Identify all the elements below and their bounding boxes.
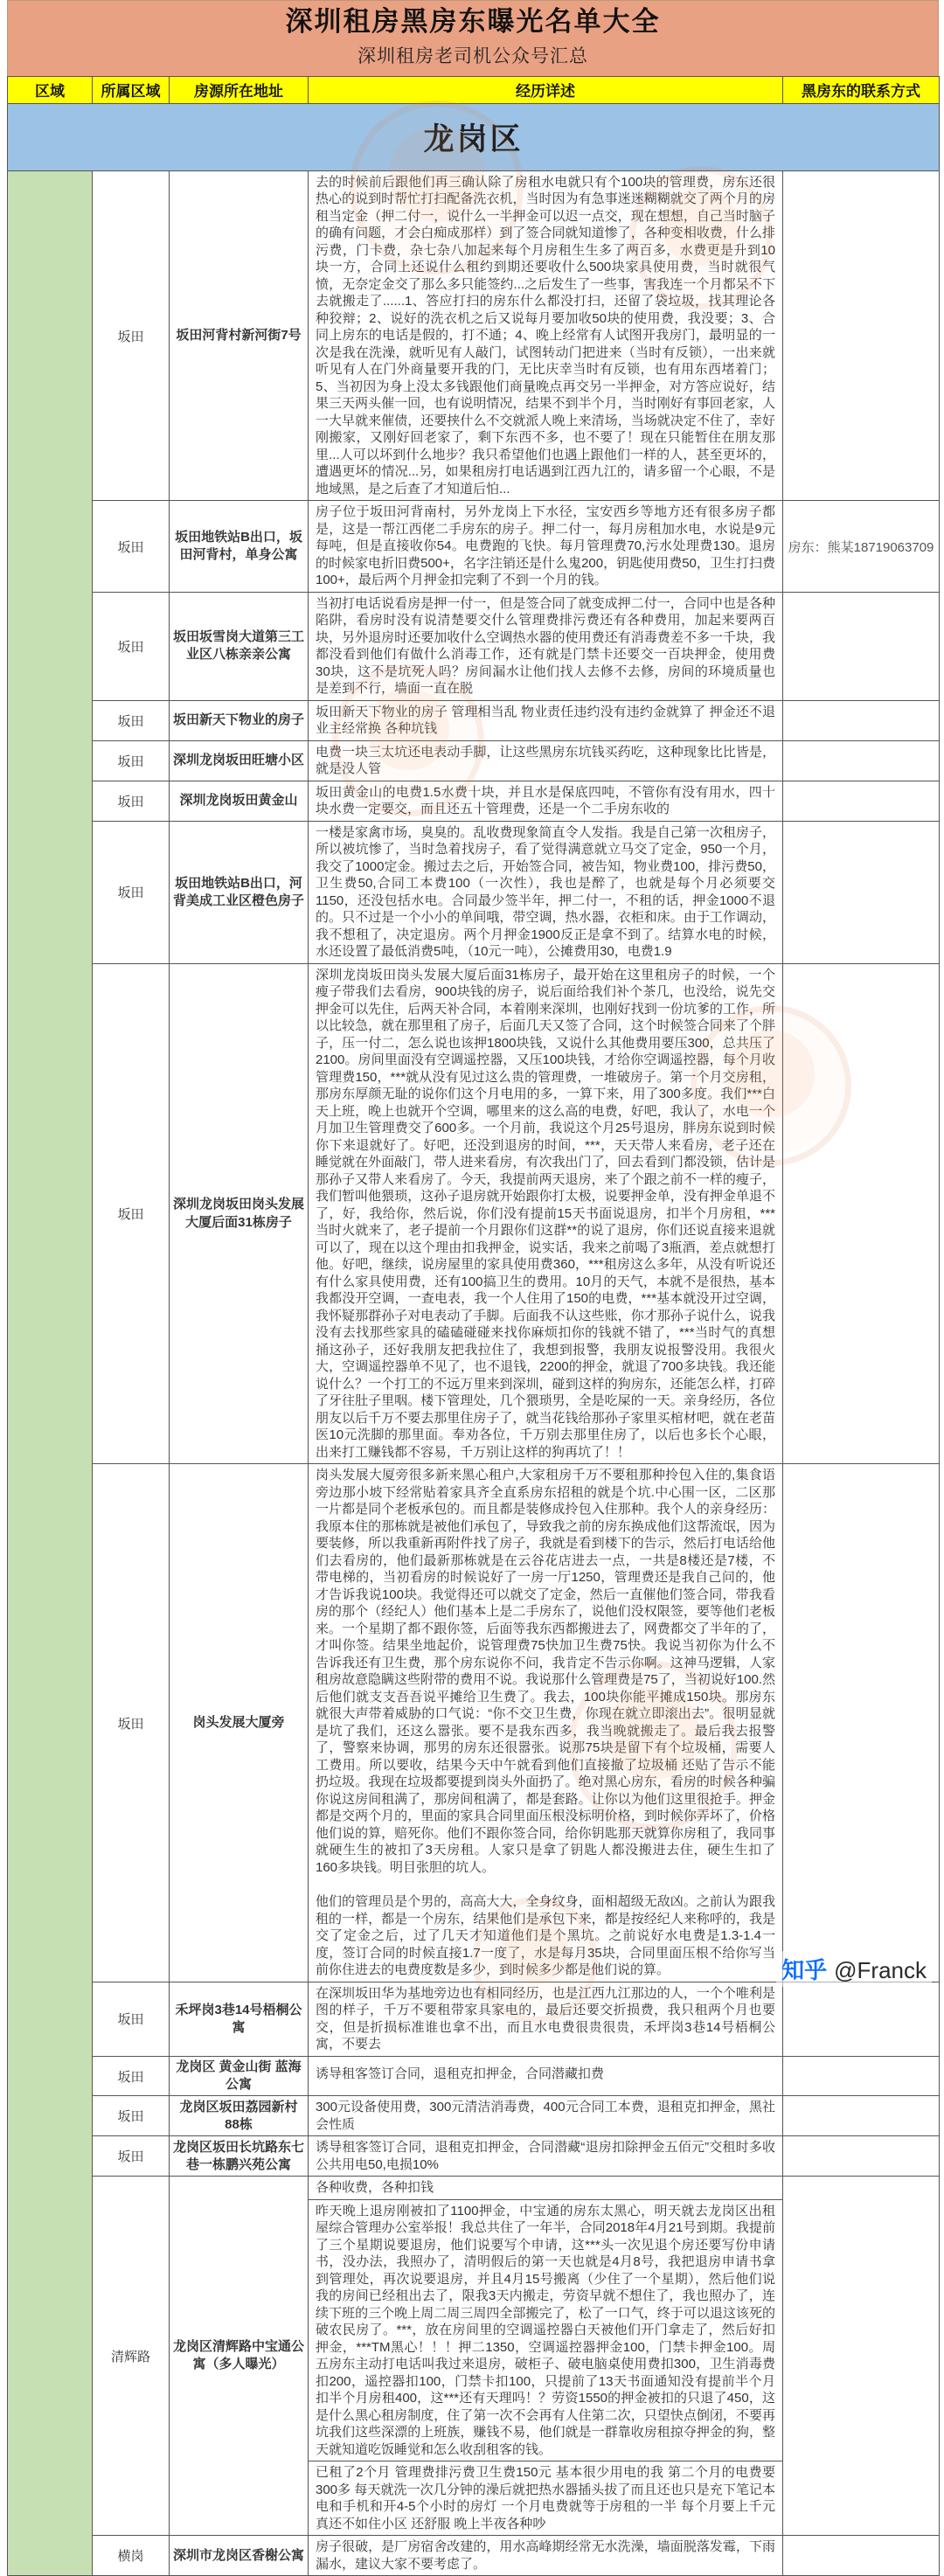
cell-address: 坂田坂雪岗大道第三工业区八栋亲亲公寓 [170,592,309,700]
cell-contact [783,2177,940,2536]
region-column-cell [8,170,93,2576]
table-row [8,2177,940,2536]
col-header-subregion: 所属区域 [93,76,170,103]
experience-paragraph: 已租了2个月 管理费排污费卫生费150元 基本很少用电的我 第二个月的电费要300多 每天就洗一次几分钟的澡后就把热水器插头拔了而且还也只是充下笔记本电和手机和开4-5个小时的房灯 一个月电费就等于房租的一半 每个月要上千元 真还不如住小区 还舒服 晚上半夜各种吵 [316,2465,775,2531]
cell-address: 深圳龙岗坂田岗头发展大厦后面31栋房子 [170,963,309,1464]
experience-paragraph: 去的时候前后跟他们再三确认除了房租水电就只有个100块的管理费，房东还很热心的说到时帮忙打扫配备洗衣机，当时因为有急事迷迷糊糊就交了两个月的房租当定金（押二付一，说什么一半押金可以迟一点交，现在想想，自己当时脑子的确有问题，才会白痴成那样）到了签合同就知道惨了，各种变相收费，什么排污费，门卡费，杂七杂八加起来每个月房租生生多了两百多，水费更是升到10块一方，合同上还说什么租约到期还要收什么500块家具使用费，当时就很气愤，无奈定金交了那么多只能签约...之后发生了一些事，害我连一个月都呆不下去就搬走了......1、答应打扫的房东什么都没打扫，还留了袋垃圾，找其理论各种狡辩；2、说好的洗衣机之后又说每月要加收50块的使用费，我没要；3、合同上房东的电话是假的，打不通；4、晚上经常有人试图开我房门，最明显的一次是我在洗澡，就听见有人敲门，试图转动门把进来（当时有反锁），一出来就听见有人在门外商量要开我的门，无比庆幸当时有反锁，也有用东西堵着门；5、当初因为身上没太多钱跟他们商量晚点再交另一半押金，对方答应说好，结果三天两头催一回，也有说明情况，结果不到半个月，当时刚好有事回老家，人一大早就来催债，还要挟什么不交就派人晚上来清场，当场就决定不住了，幸好刚搬家，又刚好回老家了，剩下东西不多，也不要了！现在只能暂住在朋友那里...人可以坏到什么地步？我只希望他们也遇上跟他们一样的人，甚至更坏的，遭遇更坏的情况...另，如果租房打电话遇到江西九江的，请多留一个心眼，不是地域黑，是之后查了才知道后怕... [316,174,775,496]
experience-block [309,2096,782,2135]
table-row [8,700,940,740]
cell-subregion: 坂田 [93,740,170,781]
experience-paragraph: 诱导租客签订合同，退租克扣押金，合同潜藏“退房扣除押金五佰元”交租时多收公共用电50,电损10% [316,2140,775,2172]
col-header-experience: 经历详述 [309,76,783,103]
table-row [8,2096,940,2136]
experience-block [309,2063,782,2089]
cell-address: 深圳龙岗坂田黄金山 [170,781,309,821]
cell-address: 坂田新天下物业的房子 [170,700,309,740]
cell-subregion: 坂田 [93,821,170,963]
experience-paragraph: 房子很破，是厂房宿舍改建的，用水高峰期经常无水洗澡，墙面脱落发霉，下雨漏水，建议大家不要考虑了。 [316,2539,775,2572]
cell-experience [309,2536,783,2576]
table-row [8,1464,940,1982]
table-row [8,2136,940,2177]
cell-experience [309,1464,783,1982]
cell-experience [309,2136,783,2177]
section-row [8,103,940,170]
cell-contact [783,963,940,1464]
experience-block [309,501,782,592]
district-section-label: 龙岗区 [8,103,940,170]
experience-block [309,1982,782,2056]
cell-subregion: 坂田 [93,1982,170,2056]
cell-experience [309,781,783,821]
experience-paragraph: 岗头发展大厦旁很多新来黑心租户,大家租房千万不要租那种拎包入住的,集食语旁边那小坡下经常贴着家具齐全直系房东招租的就是个坑.中心围一区，二区那一片都是同个老板承包的。而且都是装修成拎包入住那种。我个人的亲身经历：我原本住的那栋就是被他们承包了，导致我之前的房东换成他们这帮流氓，因为要装修，所以我重新再附件找了房子，我就是看到楼下的告示，然后打电话给他们去看房的，他们最新那栋就是在云谷花店进去一点，一共是8楼还是7楼，不带电梯的，当初看房的时候说好了一房一厅1250，管理费还是我自己问的，他才告诉我说100块。我觉得还可以就交了定金，然后一直催他们签合同，带我看房的那个（经纪人）他们基本上是二手房东了，说他们没权限签，要等他们老板来。一个星期了都不跟你签，后面等我东西都搬进去了，网费都交了半年的了，才叫你签。结果坐地起价，说管理费75快加卫生费75快。我说当初你为什么不告诉我还有卫生费，那个房东说你不问，我肯定不告示你啊。这神马逻辑，人家租房故意隐瞒这些附带的费用不说。我说那什么管理费是75了，当初说好100.然后他们就支支吾吾说平摊给卫生费了。我去，100块你能平摊成150块。那房东就很大声带着威胁的口气说：“你不交卫生费，你现在就立即滚出去”。很明显就是坑了我们，还这么嚣张。要不是我东西多，我当晚就搬走了。最后我去报警了，警察来协调，那男的房东还很嚣张。说那75块是留下有个垃圾桶，需要人工费用。所以要收，结果今天中午就看到他们直接撤了垃圾桶 还贴了告示不能扔垃圾。我现在垃圾都要提到岗头外面扔了。绝对黑心房东，看房的时候各种骗你说这房间租满了，那房间租满了，都是套路。让你以为他们这里很抢手。押金都是交两个月的，里面的家具合同里面压根没标明价格，到时候你弄坏了，价格他们说的算，赔死你。他们不跟你签合同，给你钥匙那天就算你房租了，我同事就硬生生的被扣了3天房租。人家只是拿了钥匙人都没搬进去住，硬生生扣了160多块钱。明目张胆的坑人。 [316,1468,775,1875]
experience-block [309,2199,782,2461]
cell-contact [783,1464,940,1982]
experience-paragraph: 电费一块三太坑还电表动手脚，让这些黑房东坑钱买药吃，这种现象比比皆是，就是没人管 [316,744,775,777]
page-subtitle: 深圳租房老司机公众号汇总 [357,45,588,66]
experience-paragraph: 当初打电话说看房是押一付一，但是签合同了就变成押二付一，合同中也是各种陷阱，看房时没有说清楚要交什么管理费排污费还有各种费用，加起来要两百块，另外退房时还要加收什么空调热水器的使用费还有消毒费差不多一千块，我都没看到他们有做什么消毒工作，还有就是门禁卡还要交一百块押金，使用费30块，这不是坑死人吗？房间漏水让他们找人去修不去修，房间的环境质量也是差到不行，墙面一直在脱 [316,595,775,697]
cell-experience [309,740,783,781]
cell-experience [309,963,783,1464]
cell-experience [309,501,783,593]
spreadsheet [7,0,939,2576]
page-title: 深圳租房黑房东曝光名单大全 [285,6,661,37]
experience-paragraph: 深圳龙岗坂田岗头发展大厦后面31栋房子，最开始在这里租房子的时候，一个瘦子带我们去看房，900块钱的房子，说后面给我们补个茶几，也没给，说先交押金可以先住，后两天补合同，本着刚来深圳，也刚好找到一份坑爹的工作，所以比较急，就在那里租了房子，后面几天又签了合同，这个时候签合同来了个胖子，压一付二，怎么说也该押1800块钱，又说什么其他费用要压300，总共压了2100。房间里面没有空调遥控器，又压100块钱，才给你空调遥控器，每个月收管理费150，***就从没有见过这么贵的管理费，一堆破房子。第一个月交房租，那房东厚颜无耻的说你们这个月电用的多，一算下来，用了300多度。我们***白天上班，晚上也就开个空调，哪里来的这么高的电费，好吧，我认了，水电一个月加卫生管理费交了600多。一个月前，我说这个月25号退房，胖房东说到时候你下来退就好了。好吧，还没到退房的时间，***，天天带人来看房，老子还在睡觉就在外面敲门，带人进来看房，有次我出门了，回去看到门都没锁，估计是那孙子又带人来看房了。今天，我提前两天退房，来了个跟之前不一样的瘦子，我们暂叫他猥琐，这孙子退房就开始跟你打太极，说要押金单，没有押金单退不了，好，我给你，然后说，你们没有提前15天书面说退房，扣半个月房租，***当时火就来了，老子提前一个月跟你们这群**的说了退房，你们还说直接来退就可以了，现在以这个理由扣我押金，说实话，我来之前喝了3瓶酒，差点就想打他。好吧，继续，说房屋里的家具使用费360，***租房这么多年，从没有听说还有什么家具使用费，还有100搞卫生的费用。10月的天气，本就不是很热，基本我都没开空调，一查电表，我一个人住用了150的电费，***基本就没开过空调，我怀疑那群孙子对电表动了手脚。后面我不认这些账，你才那孙子说什么，说我没有去找那些家具的磕磕碰碰来找你麻烦扣你的钱就不错了，***当时气的真想捅这孙子，还好我朋友把我拉住了，我想到报警，我朋友说报警没用。我很火大，空调遥控器单不见了，也不退钱，2200的押金，就退了700多块钱。我还能说什么？一个打工的不远万里来到深圳，碰到这样的狗房东，还能怎么样，打碎了牙往肚子里咽。楼下管理处，几个猥琐男，全是吃屎的一天。亲身经历，各位朋友以后千万不要去那里住房子了，就当花钱给那孙子家里买棺材吧，就在老苗医10元洗脚的那里面。奉劝各位，千万别去那里住房了，以后也多长个心眼，出来打工赚钱都不容易，千万别让这样的狗再坑了！！ [316,967,775,1460]
column-header-row [8,76,940,103]
title-band [7,0,939,76]
table-row [8,821,940,963]
experience-block [309,741,782,781]
table-row [8,740,940,781]
cell-subregion: 坂田 [93,963,170,1464]
cell-subregion: 坂田 [93,781,170,821]
table-row [8,592,940,700]
cell-address: 深圳市龙岗区香榭公寓 [170,2536,309,2576]
experience-paragraph: 在深圳坂田华为基地旁边也有相同经历，也是江西九江那边的人，一个个唯利是图的样子，千万不要租带家具家电的，最后还要交折损费，我只租两个月也要交，但是折损标准谁也拿不出，而且水电费很贵很贵，禾坪岗3巷14号梧桐公寓，不要去 [316,1985,775,2052]
cell-contact [783,2096,940,2136]
cell-contact [783,2536,940,2576]
experience-block [309,822,782,963]
cell-contact [783,592,940,700]
cell-address: 龙岗区坂田荔园新村88栋 [170,2096,309,2136]
watermark-username: @Franck [834,1957,927,1983]
cell-contact [783,700,940,740]
experience-paragraph: 他们的管理员是个男的，高高大大，全身纹身，面相超级无敌凶。之前认为跟我租的一样，都是一个房东，结果他们是承包下来，都是按经纪人来称呼的，我是交了定金之后，过了几天才知道他们是个黑坑。之前说好水电费是1.3-1.4一度，签订合同的时候直接1.7一度了，水是每月35块，合同里面压根不给你写当前你住进去的电费度数是多少，到时候多少都是他们说的算。 [316,1894,775,1978]
experience-paragraph: 坂田黄金山的电费1.5水费十块，并且水是保底四吨，不管你有没有用水，四十块水费一定要交，而且还五十管理费，还是一个二手房东收的 [316,784,775,817]
cell-experience [309,2056,783,2096]
table-row [8,501,940,593]
cell-contact [783,2136,940,2177]
experience-block [309,2461,782,2535]
experience-block [309,593,782,700]
cell-contact [783,1982,940,2056]
experience-paragraph: 坂田新天下物业的房子 管理相当乱 物业责任违约没有违约金就算了 押金还不退 业主经常换 各种坑钱 [316,704,775,737]
experience-paragraph: 一楼是家禽市场，臭臭的。乱收费现象简直令人发指。我是自己第一次租房子，所以被坑惨了，当时急着找房子，看了觉得满意就立马交了定金，950一个月，我交了1000定金。搬过去之后，开始签合同，被告知，物业费100，排污费50，卫生费50,合同工本费100（一次性），我也是醉了，也就是每个月必须要交1150，还没包括水电。合同最少签半年，押二付一，不租的话，押金1000不退的。只不过是一个小小的单间哦，带空调，热水器，衣柜和床。由于工作调动，我不想租了，决定退房。两个月押金1900反正是拿不到了。结算水电的时候，水还设置了最低消费5吨，（10元一吨），公摊费用30，电费1.9 [316,824,775,960]
cell-experience [309,170,783,501]
cell-contact [783,740,940,781]
experience-block [309,781,782,821]
table-row [8,2056,940,2096]
cell-subregion: 坂田 [93,700,170,740]
experience-block [309,2136,782,2176]
cell-experience [309,592,783,700]
cell-subregion: 坂田 [93,170,170,501]
cell-contact: 房东：熊某18719063709 [783,501,940,593]
cell-subregion: 清辉路 [93,2177,170,2536]
blacklist-table [7,76,940,2576]
cell-address: 龙岗区坂田长坑路东七巷一栋鹏兴苑公寓 [170,2136,309,2177]
cell-address: 坂田地铁站B出口，坂田河背村，单身公寓 [170,501,309,593]
cell-experience [309,821,783,963]
experience-block [309,701,782,740]
experience-paragraph: 昨天晚上退房刚被扣了1100押金，中宝通的房东太黑心，明天就去龙岗区出租屋综合管理办公室举报！我总共住了一年半，合同2018年4月21号到期。我提前了三个星期说要退房，他们说要写个申请，这***头一次见退个房还要写份申请书，没办法，我照办了，清明假后的第一天也就是4月8号，我把退房申请书拿到管理处，再次说要退房，并且4月15号搬离（少住了一个星期），然后他们说我的房间已经租出去了，限我3天内搬走，劳资早就不想住了，我也照办了，连续下班的三个晚上周二周三周四全部搬完了，松了一口气，终于可以退这该死的破农民房了。***，放在房间里的空调遥控器白天被他们开门拿走了，然后好扣押金，***TM黑心！！！押二1350，空调遥控器押金100，门禁卡押金100。周五房东主动打电话叫我过来退房，破柜子、破电脑桌使用费扣300，卫生消毒费扣200，遥控器扣100，门禁卡扣100，只提前了13天书面通知没有提前半个月扣半个月房租400，这***还有天理吗！？劳资1550的押金被扣的只退了450，这是什么黑心租房制度，住了第一次不会再有人住第二次，只望快点倒闭，不要再坑我们这些深漂的上班族，赚钱不易，他们就是一群靠收房租掠夺押金的狗，整天就知道吃饭睡觉和怎么收刮租客的钱。 [316,2203,775,2457]
cell-contact [783,2056,940,2096]
experience-paragraph: 各种收费，各种扣钱 [316,2180,434,2196]
cell-contact [783,821,940,963]
cell-contact [783,170,940,501]
experience-block [309,1464,782,1982]
experience-paragraph: 房子位于坂田河背南村，另外龙岗上下水径，宝安西乡等地方还有很多房子都是，这是一帮江西佬二手房东的房子。押二付一，每月房租加水电，水说是9元每吨，但是直接收你54。电费跑的飞快。每月管理费70,污水处理费130。退房的时候家电折旧费500+，名字注销还是什么鬼200，钥匙使用费50，卫生打扫费100+，最后两个月押金扣完剩了不到一个月的钱。 [316,504,775,588]
col-header-contact: 黑房东的联系方式 [783,76,940,103]
cell-subregion: 坂田 [93,592,170,700]
cell-subregion: 坂田 [93,2096,170,2136]
cell-subregion: 坂田 [93,501,170,593]
experience-block [309,964,782,1464]
cell-subregion: 坂田 [93,2056,170,2096]
cell-subregion: 横岗 [93,2536,170,2576]
cell-experience [309,1982,783,2056]
table-row [8,170,940,501]
cell-address: 龙岗区 黄金山街 蓝海公寓 [170,2056,309,2096]
cell-address: 岗头发展大厦旁 [170,1464,309,1982]
col-header-address: 房源所在地址 [170,76,309,103]
experience-block [309,2177,782,2199]
experience-paragraph: 300元设备使用费，300元清洁消毒费，400元合同工本费，退租克扣押金，黑社会性质 [316,2100,775,2132]
cell-address: 深圳龙岗坂田旺塘小区 [170,740,309,781]
col-header-region: 区域 [8,76,93,103]
cell-address: 禾坪岗3巷14号梧桐公寓 [170,1982,309,2056]
table-row [8,963,940,1464]
table-row [8,1982,940,2056]
zhihu-logo: 知乎 [781,1957,828,1983]
cell-contact [783,781,940,821]
cell-subregion: 坂田 [93,1464,170,1982]
experience-paragraph: 诱导租客签订合同，退租克扣押金，合同潜藏扣费 [316,2066,605,2081]
cell-address: 坂田地铁站B出口，河背美成工业区橙色房子 [170,821,309,963]
cell-experience [309,700,783,740]
table-row [8,781,940,821]
cell-experience [309,2177,783,2536]
cell-subregion: 坂田 [93,2136,170,2177]
cell-address: 龙岗区清辉路中宝通公寓（多人曝光） [170,2177,309,2536]
experience-block [309,2536,782,2575]
cell-address: 坂田河背村新河街7号 [170,170,309,501]
zhihu-watermark [776,1951,932,1987]
experience-block [309,171,782,501]
table-row [8,2536,940,2576]
cell-experience [309,2096,783,2136]
